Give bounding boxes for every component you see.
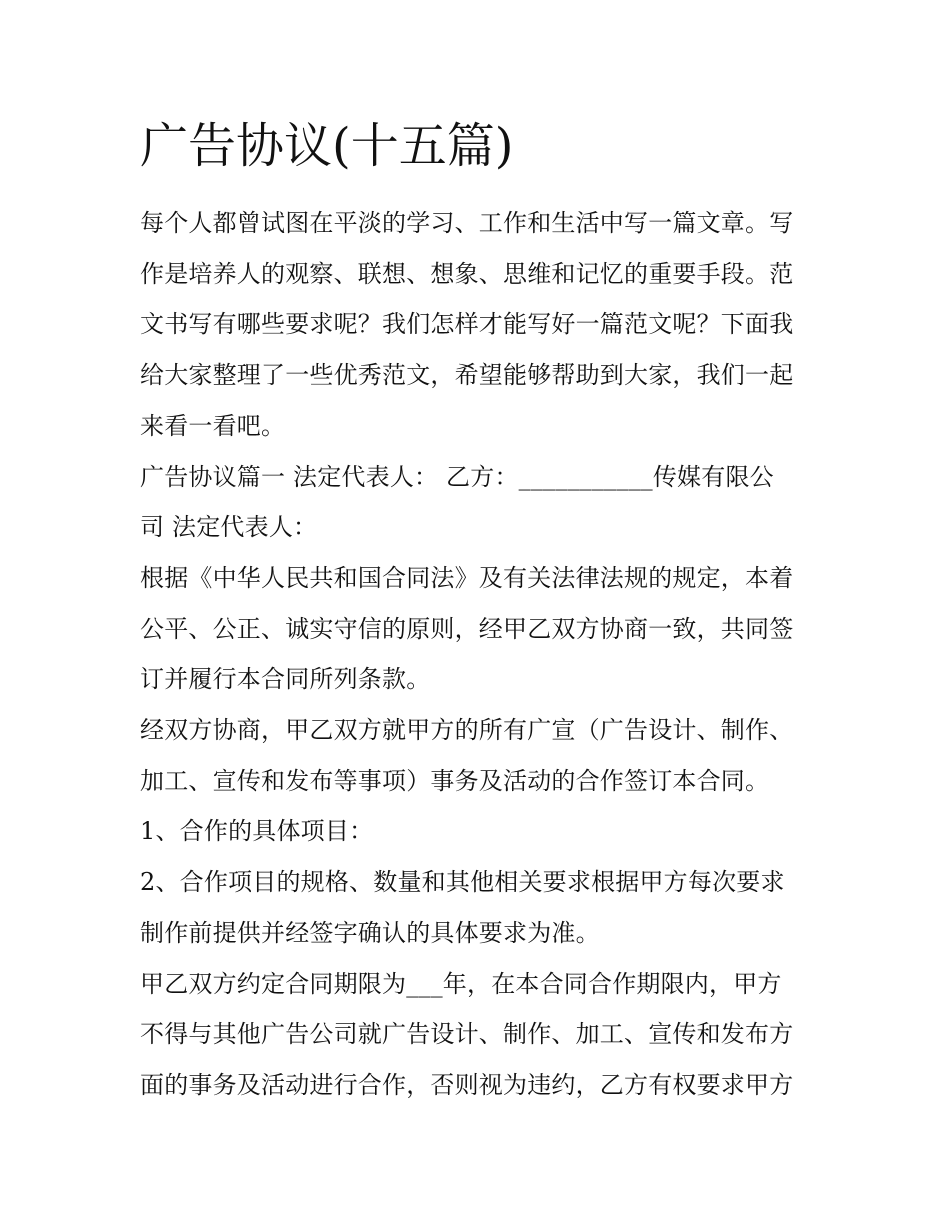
text-line: 制作前提供并经签字确认的具体要求为准。 [140, 918, 600, 947]
document-page [140, 112, 812, 1111]
text-line: 2、合作项目的规格、数量和其他相关要求根据甲方每次要求 [140, 868, 785, 897]
text-line: 面的事务及活动进行合作，否则视为违约，乙方有权要求甲方 [140, 1070, 794, 1099]
intro-paragraph [140, 198, 812, 452]
text-line: 每个人都曾试图在平淡的学习、工作和生活中写一篇文章。写 [140, 209, 794, 237]
text-line: 司 法定代表人： [140, 513, 318, 542]
text-line: 广告协议篇一 法定代表人： 乙方：___________传媒有限公 [140, 462, 774, 491]
text-line: 1、合作的具体项目： [140, 817, 374, 846]
text-line: 公平、公正、诚实守信的原则，经甲乙双方协商一致，共同签 [140, 614, 794, 643]
text-line: 根据《中华人民共和国合同法》及有关法律法规的规定，本着 [140, 563, 794, 592]
text-line: 经双方协商，甲乙双方就甲方的所有广宣（广告设计、制作、 [140, 716, 794, 745]
text-line: 来看一看吧。 [140, 411, 286, 440]
text-line: 加工、宣传和发布等事项）事务及活动的合作签订本合同。 [140, 766, 770, 795]
legal-basis-paragraph [140, 553, 812, 705]
agreement-scope-paragraph [140, 705, 812, 806]
text-line: 不得与其他广告公司就广告设计、制作、加工、宣传和发布方 [140, 1020, 794, 1049]
text-line: 作是培养人的观察、联想、想象、思维和记忆的重要手段。范 [140, 259, 794, 288]
clause-2-paragraph [140, 857, 812, 958]
text-line: 文书写有哪些要求呢？我们怎样才能写好一篇范文呢？下面我 [140, 310, 794, 339]
text-line: 给大家整理了一些优秀范文，希望能够帮助到大家，我们一起 [140, 361, 794, 390]
parties-paragraph [140, 452, 812, 553]
term-paragraph [140, 959, 812, 1111]
text-line: 甲乙双方约定合同期限为___年，在本合同合作期限内，甲方 [140, 969, 782, 998]
text-line: 订并履行本合同所列条款。 [140, 665, 431, 694]
clause-1-paragraph [140, 806, 812, 857]
document-title: 广告协议(十五篇) [140, 118, 514, 174]
